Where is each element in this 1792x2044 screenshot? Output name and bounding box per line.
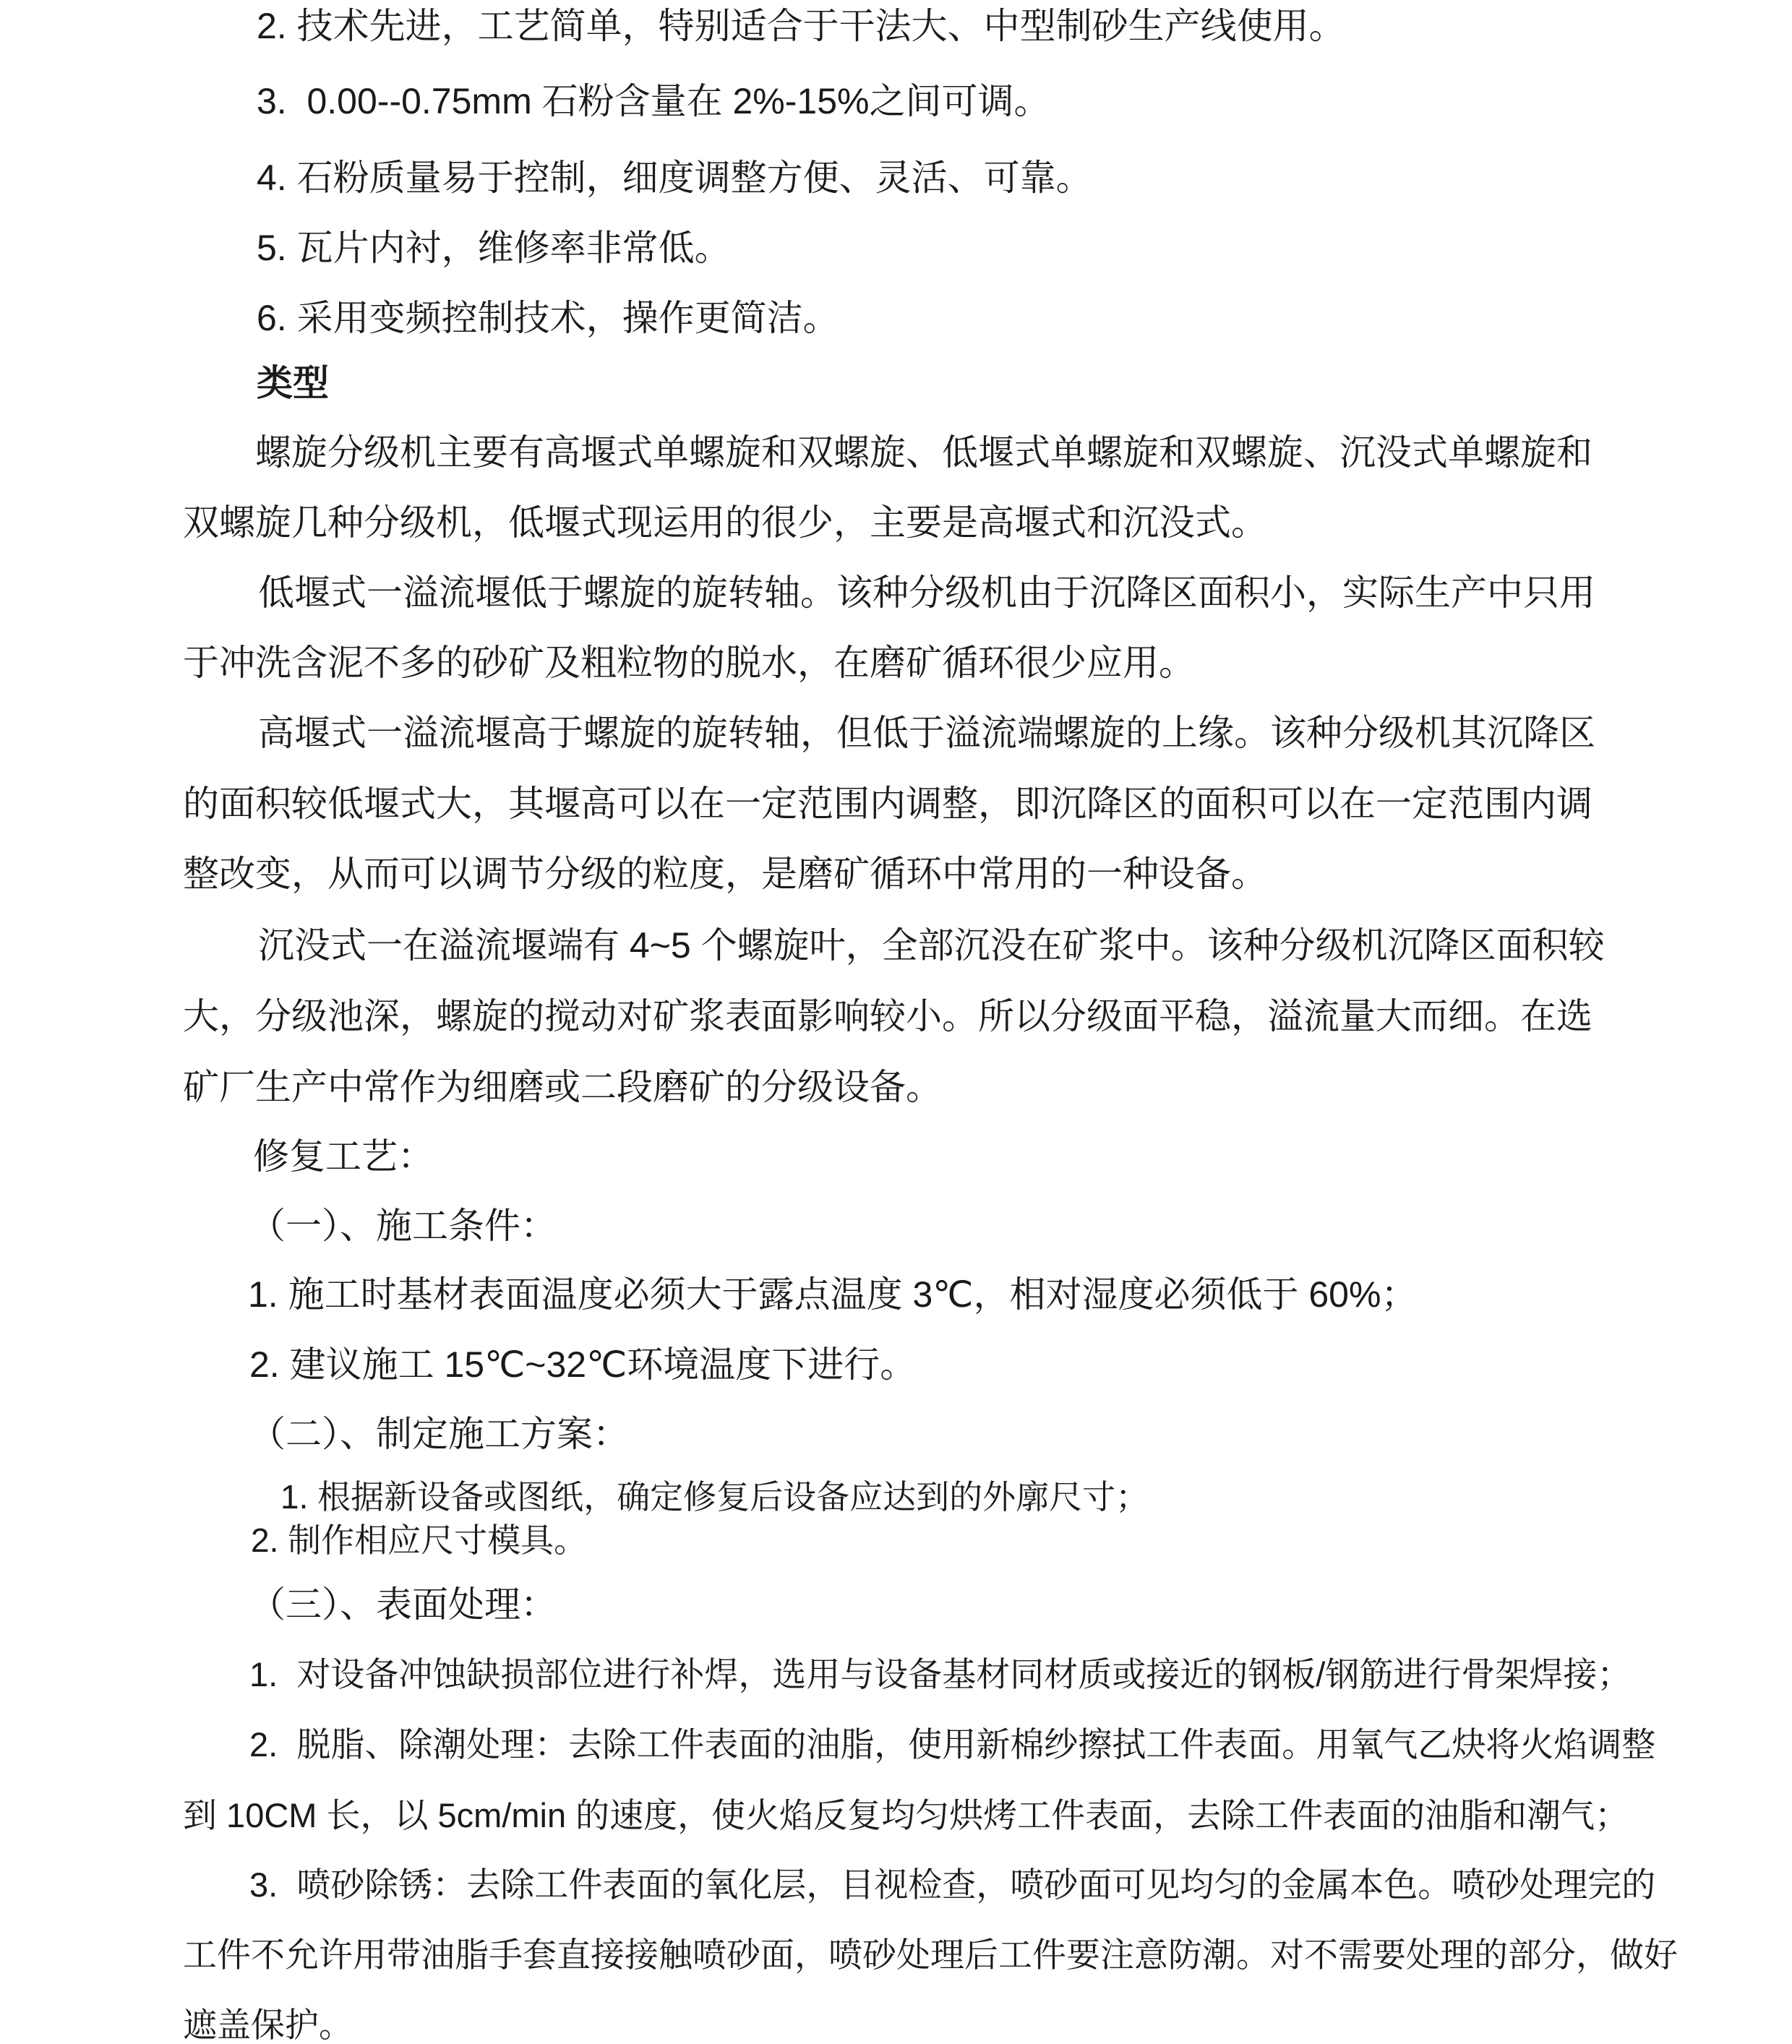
heading-construction-conditions: （一）、施工条件： [249, 1206, 557, 1246]
paragraph-high-weir-line3: 整改变，从而可以调节分级的粒度，是磨矿循环中常用的一种设备。 [183, 854, 1267, 894]
treatment-step-3-line2: 工件不允许用带油脂手套直接接触喷砂面，喷砂处理后工件要注意防潮。对不需要处理的部分，做好 [183, 1936, 1678, 1974]
plan-step-2: 2. 制作相应尺寸模具。 [251, 1521, 588, 1559]
treatment-step-2-line2: 到 10CM 长，以 5cm/min 的速度，使火焰反复均匀烘烤工件表面，去除工件表面的油脂和潮气； [183, 1796, 1629, 1834]
paragraph-low-weir-line1: 低堰式一溢流堰低于螺旋的旋转轴。该种分级机由于沉降区面积小，实际生产中只用 [258, 572, 1595, 613]
feature-item-4: 4. 石粉质量易于控制，细度调整方便、灵活、可靠。 [257, 158, 1092, 198]
paragraph-high-weir-line2: 的面积较低堰式大，其堰高可以在一定范围内调整，即沉降区的面积可以在一定范围内调 [183, 783, 1592, 824]
paragraph-types-overview-line2: 双螺旋几种分级机，低堰式现运用的很少，主要是高堰式和沉没式。 [183, 502, 1267, 543]
paragraph-low-weir-line2: 于冲洗含泥不多的砂矿及粗粒物的脱水，在磨矿循环很少应用。 [183, 643, 1195, 683]
paragraph-high-weir-line1: 高堰式一溢流堰高于螺旋的旋转轴，但低于溢流端螺旋的上缘。该种分级机其沉降区 [258, 713, 1595, 753]
treatment-step-1-line1: 1. 对设备冲蚀缺损部位进行补焊，选用与设备基材同材质或接近的钢板/钢筋进行骨架焊接； [249, 1655, 1632, 1693]
paragraph-submerged-line1: 沉没式一在溢流堰端有 4~5 个螺旋叶，全部沉没在矿浆中。该种分级机沉降区面积较 [258, 925, 1605, 966]
condition-item-1: 1. 施工时基材表面温度必须大于露点温度 3℃，相对湿度必须低于 60%； [248, 1274, 1418, 1315]
paragraph-submerged-line3: 矿厂生产中常作为细磨或二段磨矿的分级设备。 [183, 1067, 942, 1107]
treatment-step-3-line3: 遮盖保护。 [183, 2006, 353, 2044]
feature-item-5: 5. 瓦片内衬，维修率非常低。 [257, 228, 731, 268]
treatment-step-3-line1: 3. 喷砂除锈：去除工件表面的氧化层，目视检查，喷砂面可见均匀的金属本色。喷砂处理完的 [249, 1865, 1656, 1904]
heading-repair-process: 修复工艺： [253, 1136, 434, 1177]
heading-surface-treatment: （三）、表面处理： [249, 1584, 557, 1625]
heading-types: 类型 [257, 363, 329, 403]
heading-construction-plan: （二）、制定施工方案： [249, 1414, 629, 1454]
feature-item-3: 3. 0.00--0.75mm 石粉含量在 2%-15%之间可调。 [257, 81, 1050, 121]
treatment-step-2-line1: 2. 脱脂、除潮处理：去除工件表面的油脂，使用新棉纱擦拭工件表面。用氧气乙炔将火焰调整 [249, 1725, 1656, 1764]
plan-step-1: 1. 根据新设备或图纸，确定修复后设备应达到的外廓尺寸； [280, 1478, 1149, 1516]
paragraph-types-overview-line1: 螺旋分级机主要有高堰式单螺旋和双螺旋、低堰式单螺旋和双螺旋、沉没式单螺旋和 [255, 432, 1592, 473]
feature-item-2: 2. 技术先进，工艺简单，特别适合于干法大、中型制砂生产线使用。 [257, 6, 1345, 46]
paragraph-submerged-line2: 大，分级池深，螺旋的搅动对矿浆表面影响较小。所以分级面平稳，溢流量大而细。在选 [183, 996, 1592, 1036]
condition-item-2: 2. 建议施工 15℃~32℃环境温度下进行。 [249, 1344, 917, 1385]
feature-item-6: 6. 采用变频控制技术，操作更简洁。 [257, 298, 839, 338]
